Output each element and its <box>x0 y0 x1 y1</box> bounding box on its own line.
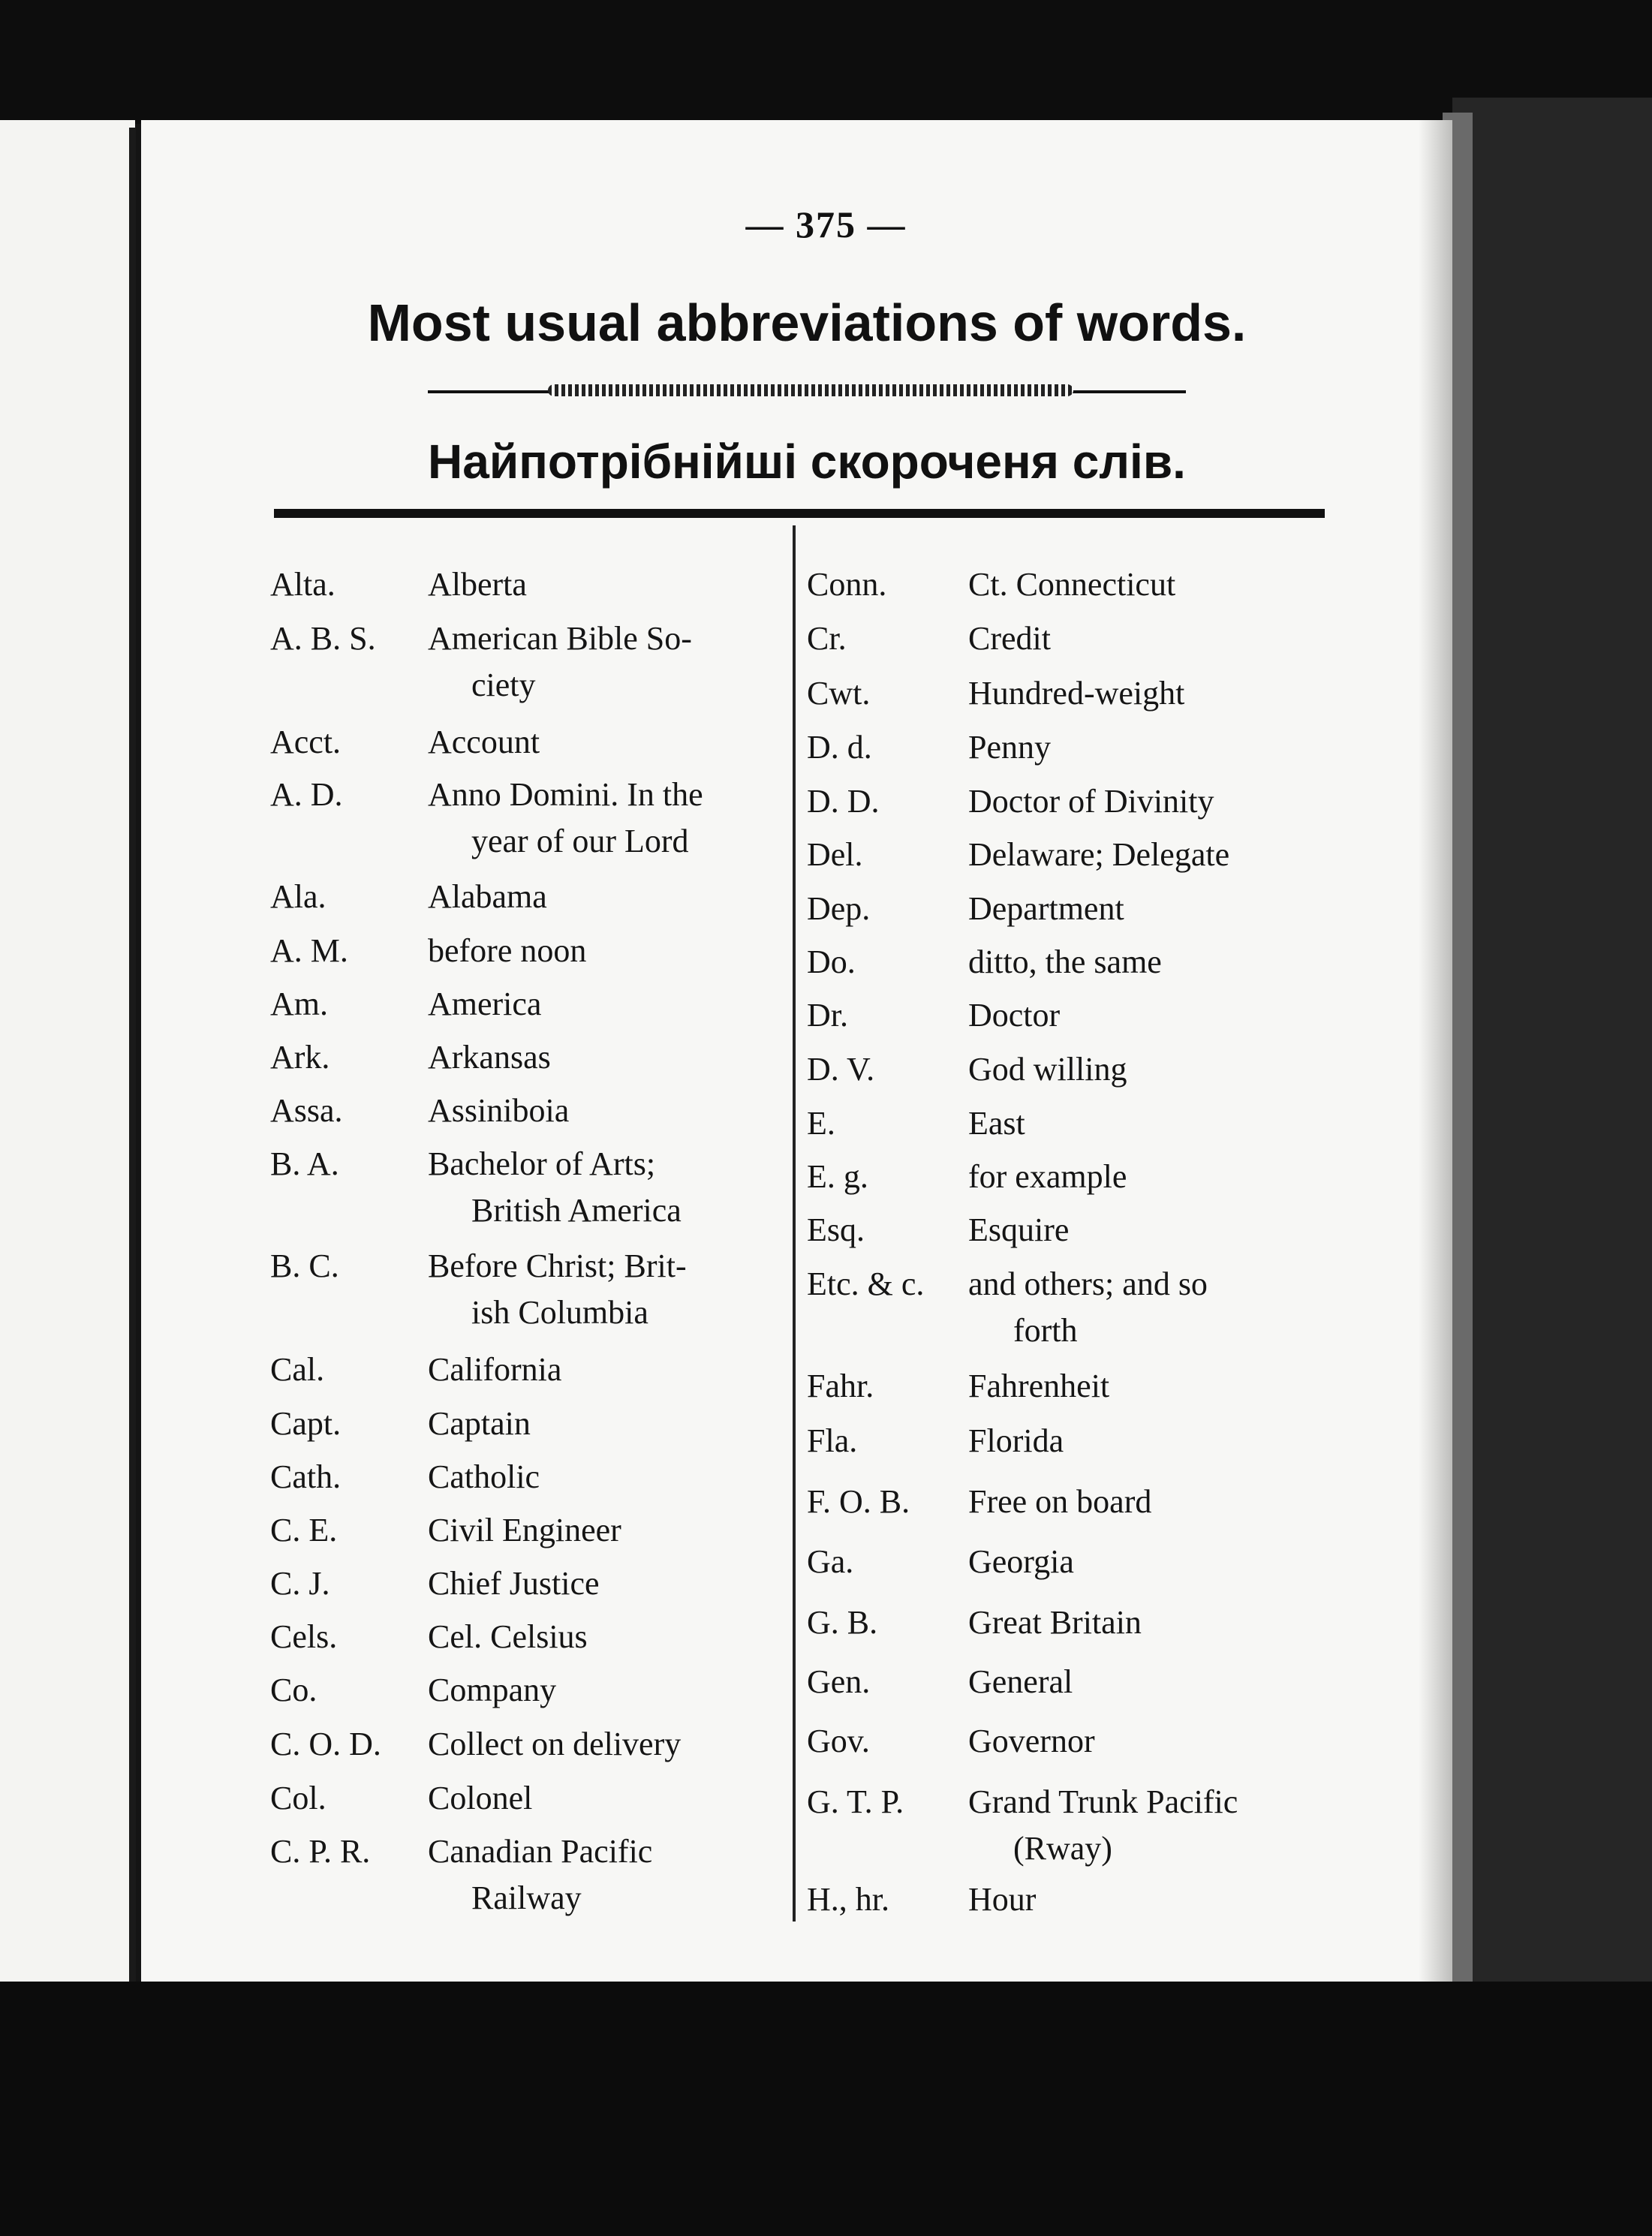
page-title-english: Most usual abbreviations of words. <box>367 293 1247 352</box>
abbreviation-meaning: Department <box>968 890 1124 927</box>
abbreviation-meaning: Railway <box>471 1879 582 1916</box>
abbreviation-term: Esq. <box>807 1211 865 1248</box>
abbreviation-meaning: Alabama <box>428 878 547 915</box>
abbreviation-meaning: Before Christ; Brit- <box>428 1247 687 1284</box>
abbreviation-meaning: Civil Engineer <box>428 1512 621 1548</box>
abbreviation-meaning: Doctor of Divinity <box>968 783 1214 820</box>
abbreviation-meaning: Catholic <box>428 1458 540 1495</box>
abbreviation-meaning: and others; and so <box>968 1265 1208 1302</box>
abbreviation-meaning: Canadian Pacific <box>428 1833 653 1870</box>
abbreviation-term: B. C. <box>270 1247 339 1284</box>
abbreviation-meaning: Georgia <box>968 1543 1074 1580</box>
abbreviation-meaning: Governor <box>968 1723 1095 1759</box>
abbreviation-term: Capt. <box>270 1405 342 1442</box>
abbreviation-meaning: Assiniboia <box>428 1092 570 1129</box>
abbreviation-meaning: Anno Domini. In the <box>428 776 703 813</box>
abbreviation-meaning: Alberta <box>428 566 527 603</box>
facing-page-rule <box>129 128 136 1982</box>
abbreviation-term: Alta. <box>270 566 336 603</box>
abbreviation-term: H., hr. <box>807 1881 889 1918</box>
abbreviation-meaning: ish Columbia <box>471 1294 648 1331</box>
abbreviation-meaning: ciety <box>471 667 536 703</box>
abbreviation-term: F. O. B. <box>807 1483 910 1520</box>
page-title-ukrainian: Найпотрібнійші скороченя слів. <box>428 435 1186 489</box>
abbreviation-term: Del. <box>807 836 863 873</box>
abbreviation-meaning: Collect on delivery <box>428 1726 682 1762</box>
book-cover-right <box>1452 98 1652 1997</box>
abbreviation-term: A. D. <box>270 776 343 813</box>
abbreviation-meaning: Company <box>428 1672 557 1708</box>
abbreviation-term: C. P. R. <box>270 1833 371 1870</box>
ornamental-rule <box>548 384 1073 396</box>
abbreviation-term: G. T. P. <box>807 1783 904 1820</box>
abbreviation-term: Acct. <box>270 724 342 760</box>
abbreviation-meaning: Hundred-weight <box>968 675 1185 712</box>
abbreviation-term: Ark. <box>270 1039 330 1076</box>
facing-page-edge <box>0 120 135 1982</box>
abbreviation-meaning: Free on board <box>968 1483 1152 1520</box>
abbreviation-meaning: California <box>428 1351 562 1388</box>
abbreviation-meaning: Ct. Connecticut <box>968 566 1176 603</box>
abbreviation-term: Co. <box>270 1672 317 1708</box>
abbreviation-term: Fahr. <box>807 1368 874 1404</box>
page <box>141 120 1451 1982</box>
page-gutter-shade <box>1419 120 1452 1982</box>
abbreviation-term: Ga. <box>807 1543 854 1580</box>
abbreviation-term: Am. <box>270 986 328 1022</box>
scan-bottom-border <box>0 1982 1652 2236</box>
abbreviation-meaning: Grand Trunk Pacific <box>968 1783 1238 1820</box>
abbreviation-term: Cath. <box>270 1458 342 1495</box>
abbreviation-term: Gen. <box>807 1663 871 1700</box>
abbreviation-meaning: Cel. Celsius <box>428 1618 588 1655</box>
abbreviation-meaning: for example <box>968 1158 1127 1195</box>
abbreviation-meaning: Great Britain <box>968 1604 1142 1641</box>
abbreviation-term: D. d. <box>807 729 872 766</box>
abbreviation-meaning: Colonel <box>428 1780 533 1816</box>
abbreviation-meaning: ditto, the same <box>968 943 1162 980</box>
abbreviation-term: Assa. <box>270 1092 343 1129</box>
abbreviation-term: Cwt. <box>807 675 871 712</box>
abbreviation-meaning: America <box>428 986 542 1022</box>
abbreviation-term: B. A. <box>270 1145 339 1182</box>
abbreviation-meaning: Arkansas <box>428 1039 551 1076</box>
abbreviation-meaning: Bachelor of Arts; <box>428 1145 656 1182</box>
column-divider <box>793 525 796 1922</box>
abbreviation-meaning: God willing <box>968 1051 1127 1088</box>
abbreviation-term: Cels. <box>270 1618 338 1655</box>
abbreviation-meaning: Esquire <box>968 1211 1070 1248</box>
abbreviation-term: A. M. <box>270 932 348 969</box>
abbreviation-term: Do. <box>807 943 856 980</box>
abbreviation-term: Ala. <box>270 878 326 915</box>
abbreviation-term: E. g. <box>807 1158 868 1195</box>
abbreviation-term: Fla. <box>807 1422 858 1459</box>
abbreviation-meaning: British America <box>471 1192 682 1229</box>
abbreviation-term: A. B. S. <box>270 620 376 657</box>
abbreviation-meaning: before noon <box>428 932 587 969</box>
abbreviation-meaning: Doctor <box>968 997 1061 1034</box>
abbreviation-meaning: Fahrenheit <box>968 1368 1110 1404</box>
abbreviation-meaning: year of our Lord <box>471 823 689 859</box>
abbreviation-term: Dr. <box>807 997 848 1034</box>
abbreviation-term: Cal. <box>270 1351 325 1388</box>
abbreviation-meaning: forth <box>1013 1312 1078 1349</box>
abbreviation-term: D. V. <box>807 1051 875 1088</box>
abbreviation-meaning: Captain <box>428 1405 531 1442</box>
abbreviation-term: E. <box>807 1105 835 1142</box>
abbreviation-term: D. D. <box>807 783 880 820</box>
abbreviation-meaning: American Bible So- <box>428 620 692 657</box>
abbreviation-term: C. O. D. <box>270 1726 381 1762</box>
abbreviation-term: C. J. <box>270 1565 330 1602</box>
abbreviation-term: G. B. <box>807 1604 878 1641</box>
scan-top-border <box>0 0 1652 124</box>
abbreviation-term: Gov. <box>807 1723 870 1759</box>
abbreviation-term: C. E. <box>270 1512 338 1548</box>
page-number: — 375 — <box>745 203 907 245</box>
abbreviation-meaning: Delaware; Delegate <box>968 836 1230 873</box>
abbreviation-meaning: Chief Justice <box>428 1565 600 1602</box>
abbreviation-meaning: East <box>968 1105 1025 1142</box>
abbreviation-term: Col. <box>270 1780 326 1816</box>
abbreviation-meaning: General <box>968 1663 1073 1700</box>
abbreviation-meaning: (Rway) <box>1013 1830 1112 1867</box>
abbreviation-term: Cr. <box>807 620 847 657</box>
abbreviation-term: Conn. <box>807 566 887 603</box>
abbreviation-meaning: Hour <box>968 1881 1037 1918</box>
abbreviation-meaning: Account <box>428 724 540 760</box>
header-thick-rule <box>274 509 1325 518</box>
abbreviation-meaning: Penny <box>968 729 1051 766</box>
abbreviation-term: Etc. & c. <box>807 1265 925 1302</box>
abbreviation-meaning: Florida <box>968 1422 1064 1459</box>
abbreviation-meaning: Credit <box>968 620 1051 657</box>
abbreviation-term: Dep. <box>807 890 871 927</box>
